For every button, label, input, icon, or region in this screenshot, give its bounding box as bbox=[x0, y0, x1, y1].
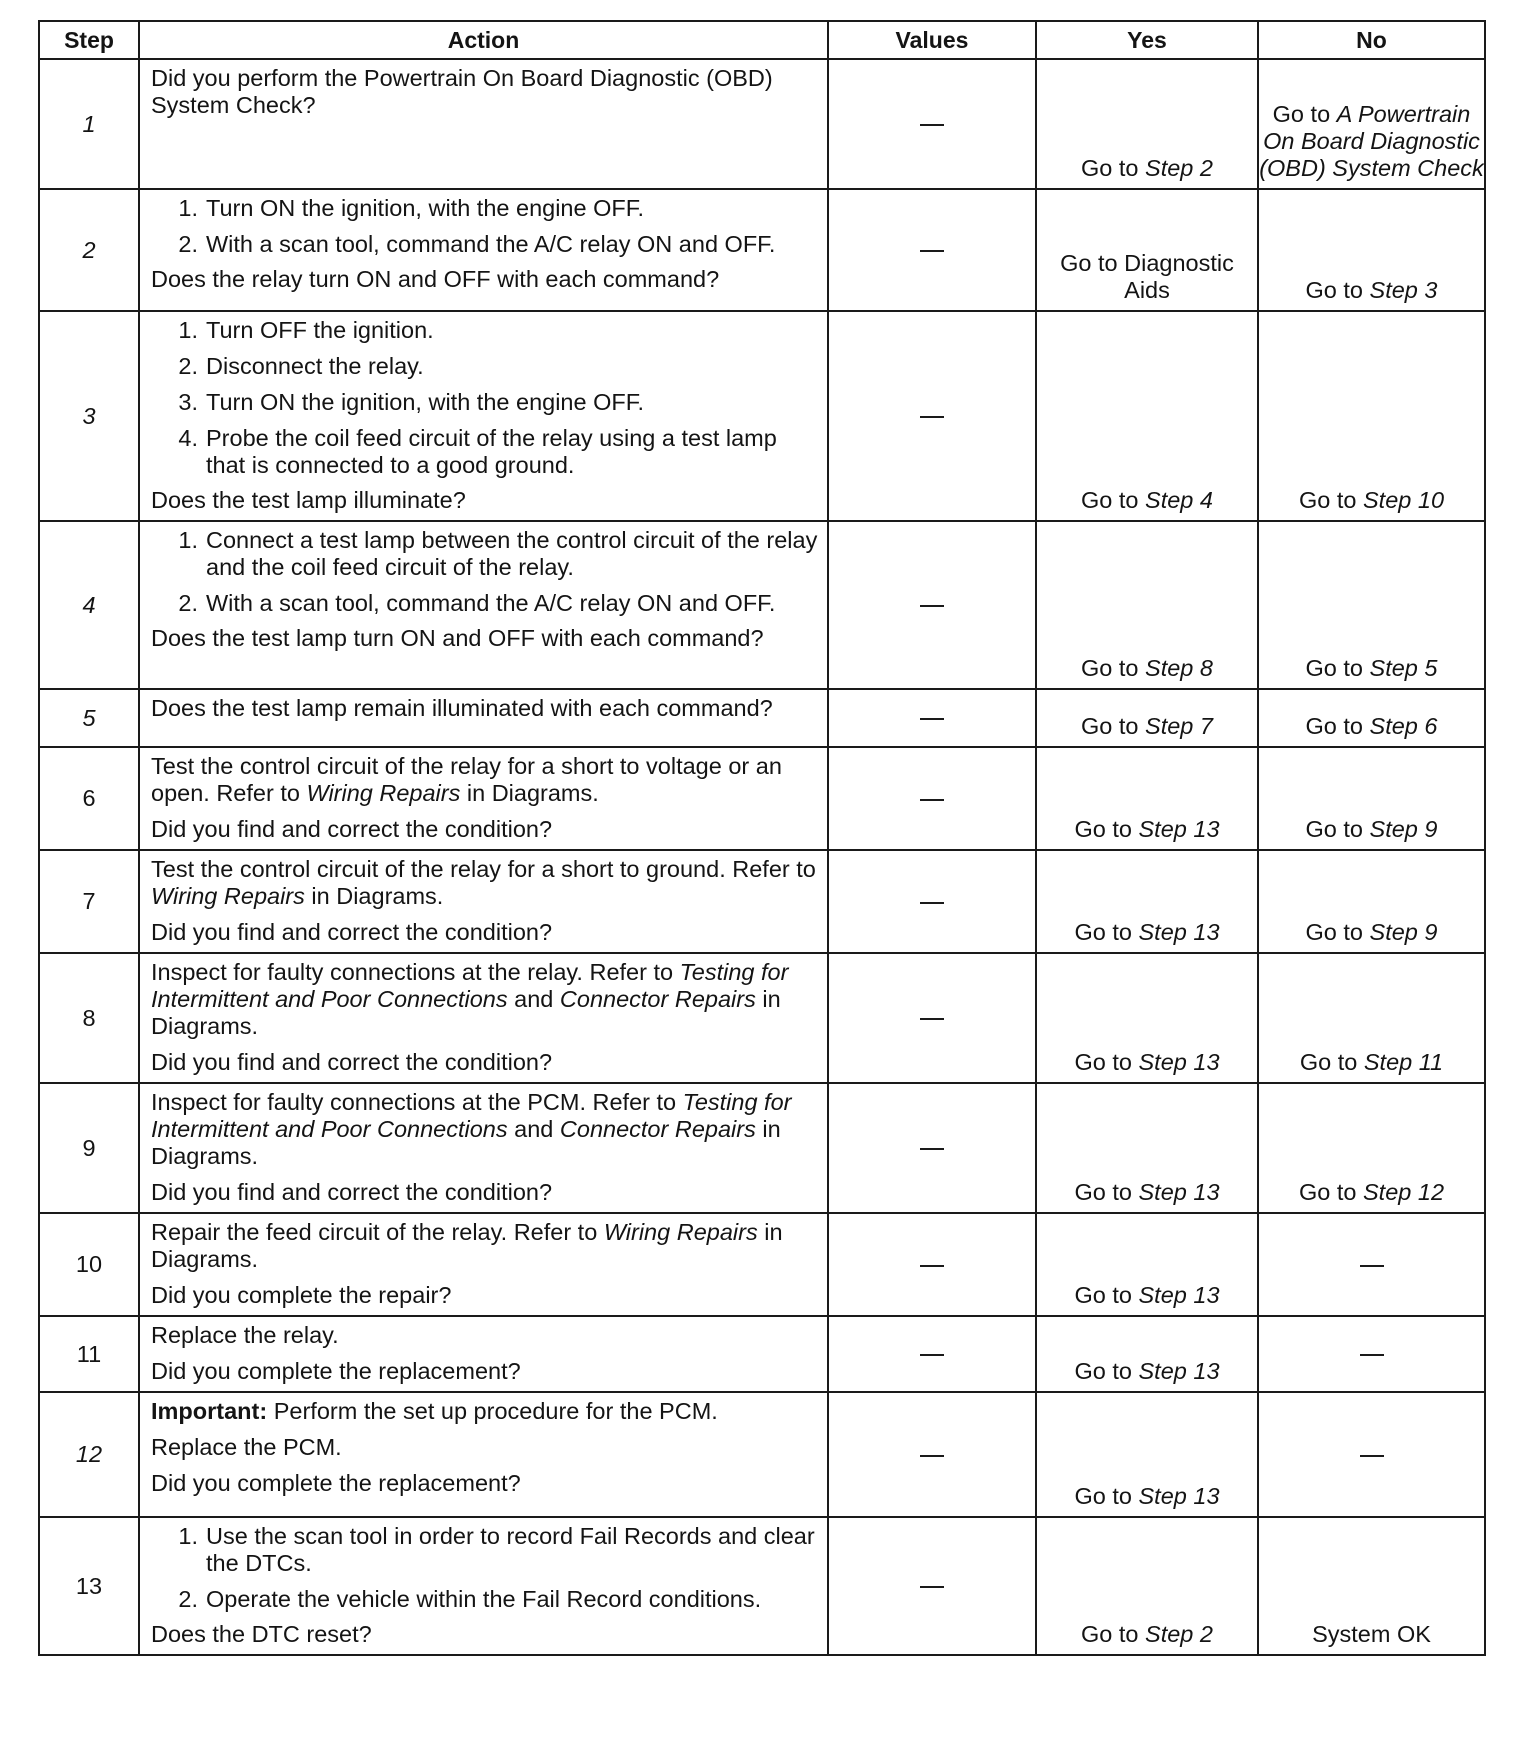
action-question: Does the relay turn ON and OFF with each command? bbox=[151, 266, 720, 292]
goto-target: Step 6 bbox=[1369, 713, 1438, 739]
action-step-number: 2. bbox=[178, 1586, 198, 1612]
action-intro bbox=[151, 753, 819, 807]
em-dash bbox=[920, 605, 944, 607]
goto-target: Step 12 bbox=[1363, 1179, 1445, 1205]
action-step-text: Turn ON the ignition, with the engine OFF. bbox=[206, 195, 645, 221]
action-question: Did you complete the repair? bbox=[151, 1282, 452, 1308]
yes-result bbox=[1036, 311, 1258, 521]
action-text: and bbox=[507, 986, 560, 1012]
yes-result bbox=[1036, 1517, 1258, 1655]
reference-text: Wiring Repairs bbox=[151, 883, 305, 909]
yes-result bbox=[1036, 521, 1258, 689]
step-number: 11 bbox=[39, 1316, 139, 1392]
table-row bbox=[39, 953, 1485, 1083]
no-result bbox=[1258, 1083, 1485, 1213]
yes-result bbox=[1036, 1213, 1258, 1316]
action-step-number: 1. bbox=[178, 527, 198, 553]
yes-result bbox=[1036, 689, 1258, 747]
no-result bbox=[1258, 689, 1485, 747]
step-number: 10 bbox=[39, 1213, 139, 1316]
values-cell bbox=[828, 59, 1036, 189]
action-question: Did you complete the replacement? bbox=[151, 1358, 521, 1384]
em-dash bbox=[920, 1354, 944, 1356]
goto-target: Step 13 bbox=[1138, 1049, 1220, 1075]
no-result bbox=[1258, 953, 1485, 1083]
yes-result bbox=[1036, 59, 1258, 189]
action-question: Does the DTC reset? bbox=[151, 1621, 372, 1647]
action-intro bbox=[151, 856, 819, 910]
table-row bbox=[39, 521, 1485, 689]
goto-target: Step 13 bbox=[1138, 919, 1220, 945]
action-text: in Diagrams. bbox=[151, 1116, 781, 1169]
action-intro: Replace the PCM. bbox=[151, 1434, 342, 1460]
goto-text: Go to bbox=[1272, 101, 1337, 127]
important-text: Perform the set up procedure for the PCM. bbox=[267, 1398, 718, 1424]
action-step-number: 1. bbox=[178, 1523, 198, 1549]
reference-text: Connector Repairs bbox=[559, 986, 756, 1012]
action-question: Does the test lamp turn ON and OFF with each command? bbox=[151, 625, 764, 651]
action-step-text: Turn OFF the ignition. bbox=[206, 317, 434, 343]
action-cell bbox=[139, 189, 828, 311]
values-cell bbox=[828, 189, 1036, 311]
goto-text: Go to bbox=[1074, 1049, 1139, 1075]
goto-text: Go to bbox=[1074, 1483, 1139, 1509]
goto-text: Go to bbox=[1298, 1179, 1363, 1205]
yes-result bbox=[1036, 1392, 1258, 1517]
table-row bbox=[39, 1316, 1485, 1392]
goto-target: Step 13 bbox=[1138, 1282, 1220, 1308]
action-step-item bbox=[151, 317, 819, 344]
header-row bbox=[39, 21, 1485, 59]
no-result bbox=[1258, 59, 1485, 189]
action-step-number: 2. bbox=[178, 590, 198, 616]
action-text: in Diagrams. bbox=[151, 1219, 783, 1272]
goto-target: Step 5 bbox=[1369, 655, 1438, 681]
table-row bbox=[39, 311, 1485, 521]
em-dash bbox=[920, 902, 944, 904]
goto-text: Go to bbox=[1305, 277, 1370, 303]
action-step-text: Operate the vehicle within the Fail Record conditions. bbox=[206, 1586, 762, 1612]
reference-text: Connector Repairs bbox=[559, 1116, 756, 1142]
yes-result bbox=[1036, 1083, 1258, 1213]
values-cell bbox=[828, 747, 1036, 850]
action-cell bbox=[139, 1517, 828, 1655]
goto-text: Go to bbox=[1081, 1621, 1146, 1647]
step-number: 6 bbox=[39, 747, 139, 850]
em-dash bbox=[920, 799, 944, 801]
action-cell bbox=[139, 850, 828, 953]
action-cell bbox=[139, 59, 828, 189]
diagnostic-table bbox=[38, 20, 1486, 1656]
action-step-number: 1. bbox=[178, 317, 198, 343]
reference-text: Wiring Repairs bbox=[603, 1219, 758, 1245]
action-intro: Did you perform the Powertrain On Board Diagnostic (OBD) System Check? bbox=[151, 65, 773, 118]
action-text: in Diagrams. bbox=[460, 780, 599, 806]
em-dash bbox=[920, 1018, 944, 1020]
goto-target: Step 3 bbox=[1369, 277, 1438, 303]
action-cell bbox=[139, 521, 828, 689]
goto-target: Step 10 bbox=[1363, 487, 1445, 513]
action-steps-list bbox=[151, 1523, 819, 1613]
action-cell bbox=[139, 689, 828, 747]
no-result bbox=[1258, 1213, 1485, 1316]
reference-text: Testing for Intermittent and Poor Connections bbox=[151, 959, 789, 1012]
values-cell bbox=[828, 689, 1036, 747]
action-question: Did you find and correct the condition? bbox=[151, 919, 553, 945]
goto-text: Go to bbox=[1060, 250, 1125, 276]
step-number: 1 bbox=[39, 59, 139, 189]
values-cell bbox=[828, 1316, 1036, 1392]
reference-text: Wiring Repairs bbox=[306, 780, 461, 806]
action-steps-list bbox=[151, 195, 819, 258]
em-dash bbox=[1360, 1354, 1384, 1356]
action-question: Did you find and correct the condition? bbox=[151, 816, 553, 842]
table-row bbox=[39, 747, 1485, 850]
goto-target: Step 9 bbox=[1369, 816, 1438, 842]
no-result bbox=[1258, 189, 1485, 311]
action-steps-list bbox=[151, 317, 819, 479]
table-row bbox=[39, 1213, 1485, 1316]
action-intro bbox=[151, 1089, 819, 1170]
no-result: System OK bbox=[1258, 1517, 1485, 1655]
table-row bbox=[39, 850, 1485, 953]
action-step-item bbox=[151, 231, 819, 258]
action-question: Did you find and correct the condition? bbox=[151, 1179, 553, 1205]
em-dash bbox=[920, 416, 944, 418]
action-step-text: Probe the coil feed circuit of the relay using a test lamp that is connected to a good ground. bbox=[206, 425, 777, 478]
action-step-text: Connect a test lamp between the control circuit of the relay and the coil feed circuit of the relay. bbox=[206, 527, 818, 580]
table-row bbox=[39, 1083, 1485, 1213]
action-cell bbox=[139, 1083, 828, 1213]
no-result bbox=[1258, 521, 1485, 689]
values-cell bbox=[828, 521, 1036, 689]
action-cell bbox=[139, 1392, 828, 1517]
goto-text: Go to bbox=[1305, 919, 1370, 945]
values-cell bbox=[828, 850, 1036, 953]
action-step-number: 4. bbox=[178, 425, 198, 451]
action-step-item bbox=[151, 389, 819, 416]
em-dash bbox=[920, 1148, 944, 1150]
action-text: Inspect for faulty connections at the PCM. Refer to bbox=[151, 1089, 683, 1115]
table-row bbox=[39, 1392, 1485, 1517]
goto-target: Step 8 bbox=[1145, 655, 1213, 681]
values-cell bbox=[828, 311, 1036, 521]
goto-target: Step 13 bbox=[1138, 1358, 1220, 1384]
important-note bbox=[151, 1398, 819, 1425]
action-step-text: Turn ON the ignition, with the engine OFF. bbox=[206, 389, 645, 415]
goto-text: Go to bbox=[1081, 655, 1146, 681]
no-result bbox=[1258, 1316, 1485, 1392]
goto-text: Go to bbox=[1074, 1179, 1139, 1205]
em-dash bbox=[1360, 1455, 1384, 1457]
action-step-text: Disconnect the relay. bbox=[206, 353, 424, 379]
action-step-number: 2. bbox=[178, 231, 198, 257]
action-step-item bbox=[151, 1586, 819, 1613]
goto-target: Step 13 bbox=[1138, 1483, 1220, 1509]
em-dash bbox=[920, 250, 944, 252]
goto-text: Go to bbox=[1305, 816, 1370, 842]
values-cell bbox=[828, 1083, 1036, 1213]
action-cell bbox=[139, 953, 828, 1083]
goto-text: Go to bbox=[1074, 1282, 1139, 1308]
reference-text: Testing for Intermittent and Poor Connections bbox=[151, 1089, 792, 1142]
action-text: Repair the feed circuit of the relay. Refer to bbox=[151, 1219, 604, 1245]
step-number: 4 bbox=[39, 521, 139, 689]
yes-result bbox=[1036, 850, 1258, 953]
em-dash bbox=[920, 1586, 944, 1588]
action-step-item bbox=[151, 425, 819, 479]
yes-result bbox=[1036, 1316, 1258, 1392]
em-dash bbox=[920, 1265, 944, 1267]
table-row bbox=[39, 59, 1485, 189]
action-intro bbox=[151, 1219, 819, 1273]
action-step-number: 2. bbox=[178, 353, 198, 379]
values-cell bbox=[828, 1392, 1036, 1517]
action-cell bbox=[139, 311, 828, 521]
header-action: Action bbox=[139, 21, 828, 59]
em-dash bbox=[920, 718, 944, 720]
action-step-number: 3. bbox=[178, 389, 198, 415]
yes-result bbox=[1036, 747, 1258, 850]
action-intro: Does the test lamp remain illuminated with each command? bbox=[151, 695, 773, 721]
goto-target: Step 11 bbox=[1363, 1049, 1444, 1075]
goto-text: Go to bbox=[1074, 1358, 1139, 1384]
action-cell bbox=[139, 1316, 828, 1392]
action-text: and bbox=[507, 1116, 560, 1142]
step-number: 9 bbox=[39, 1083, 139, 1213]
header-step: Step bbox=[39, 21, 139, 59]
action-text: in Diagrams. bbox=[151, 986, 781, 1039]
table-body bbox=[39, 59, 1485, 1655]
goto-target: Step 7 bbox=[1145, 713, 1213, 739]
action-step-text: With a scan tool, command the A/C relay ON and OFF. bbox=[206, 590, 776, 616]
action-text: Test the control circuit of the relay for a short to voltage or an open. Refer to bbox=[151, 753, 782, 806]
action-step-text: With a scan tool, command the A/C relay ON and OFF. bbox=[206, 231, 776, 257]
table-row bbox=[39, 689, 1485, 747]
goto-text: Go to bbox=[1298, 487, 1363, 513]
step-number: 8 bbox=[39, 953, 139, 1083]
step-number: 2 bbox=[39, 189, 139, 311]
em-dash bbox=[920, 124, 944, 126]
no-result bbox=[1258, 747, 1485, 850]
goto-target: Diagnostic Aids bbox=[1124, 250, 1234, 303]
goto-text: Go to bbox=[1081, 487, 1146, 513]
goto-target: Step 13 bbox=[1138, 1179, 1220, 1205]
values-cell bbox=[828, 1517, 1036, 1655]
action-step-item bbox=[151, 527, 819, 581]
no-result bbox=[1258, 1392, 1485, 1517]
yes-result bbox=[1036, 189, 1258, 311]
values-cell bbox=[828, 953, 1036, 1083]
step-number: 12 bbox=[39, 1392, 139, 1517]
action-step-item bbox=[151, 195, 819, 222]
values-cell bbox=[828, 1213, 1036, 1316]
step-number: 5 bbox=[39, 689, 139, 747]
action-step-number: 1. bbox=[178, 195, 198, 221]
goto-text: Go to bbox=[1305, 713, 1370, 739]
action-question: Did you find and correct the condition? bbox=[151, 1049, 553, 1075]
action-text: in Diagrams. bbox=[304, 883, 444, 909]
header-values: Values bbox=[828, 21, 1036, 59]
action-intro bbox=[151, 959, 819, 1040]
action-step-text: Use the scan tool in order to record Fail Records and clear the DTCs. bbox=[206, 1523, 815, 1576]
action-steps-list bbox=[151, 527, 819, 617]
goto-text: Go to bbox=[1074, 816, 1139, 842]
step-number: 13 bbox=[39, 1517, 139, 1655]
action-text: Inspect for faulty connections at the relay. Refer to bbox=[151, 959, 680, 985]
goto-target: Step 2 bbox=[1145, 1621, 1213, 1647]
action-step-item bbox=[151, 353, 819, 380]
header-yes: Yes bbox=[1036, 21, 1258, 59]
goto-target: Step 13 bbox=[1138, 816, 1220, 842]
header-no: No bbox=[1258, 21, 1485, 59]
important-label: Important: bbox=[151, 1398, 268, 1424]
table-row bbox=[39, 189, 1485, 311]
goto-text: Go to bbox=[1081, 713, 1146, 739]
action-cell bbox=[139, 1213, 828, 1316]
step-number: 3 bbox=[39, 311, 139, 521]
goto-target: Step 2 bbox=[1145, 155, 1213, 181]
goto-text: Go to bbox=[1074, 919, 1139, 945]
step-number: 7 bbox=[39, 850, 139, 953]
action-step-item bbox=[151, 1523, 819, 1577]
no-result bbox=[1258, 850, 1485, 953]
em-dash bbox=[1360, 1265, 1384, 1267]
goto-target: A Powertrain On Board Diagnostic (OBD) System Check bbox=[1259, 101, 1484, 181]
action-step-item bbox=[151, 590, 819, 617]
action-text: Test the control circuit of the relay for a short to ground. Refer to bbox=[151, 856, 816, 882]
no-result bbox=[1258, 311, 1485, 521]
em-dash bbox=[920, 1455, 944, 1457]
action-cell bbox=[139, 747, 828, 850]
table-row bbox=[39, 1517, 1485, 1655]
goto-text: Go to bbox=[1081, 155, 1146, 181]
goto-text: Go to bbox=[1299, 1049, 1364, 1075]
goto-text: Go to bbox=[1305, 655, 1370, 681]
action-intro: Replace the relay. bbox=[151, 1322, 339, 1348]
goto-target: Step 9 bbox=[1369, 919, 1438, 945]
action-question: Did you complete the replacement? bbox=[151, 1470, 521, 1496]
goto-target: Step 4 bbox=[1145, 487, 1213, 513]
action-question: Does the test lamp illuminate? bbox=[151, 487, 466, 513]
yes-result bbox=[1036, 953, 1258, 1083]
